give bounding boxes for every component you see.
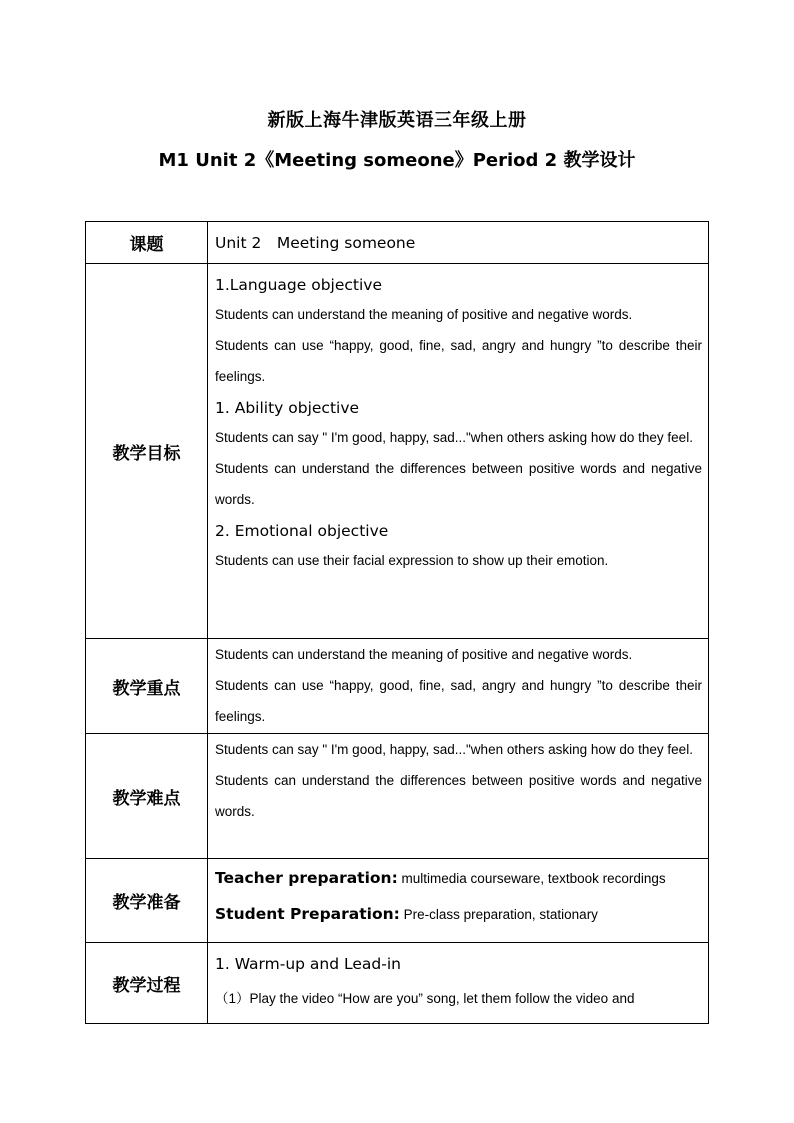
ability-objective-line: Students can understand the differences between positive words and negative words. [215,461,702,507]
key-points-cell [208,639,709,734]
topic-label: 课题 [86,222,208,264]
language-objective-line: Students can understand the meaning of positive and negative words. [215,307,633,322]
preparation-cell [208,859,709,943]
student-preparation-label: Student Preparation: [215,905,400,923]
table-row-difficulties [86,734,709,859]
difficulties-cell [208,734,709,859]
difficulties-label: 教学难点 [86,734,208,859]
document-subtitle: M1 Unit 2《Meeting someone》Period 2 教学设计 [158,150,636,171]
teacher-preparation-value: multimedia courseware, textbook recordings [397,871,666,886]
table-row-process [86,943,709,1024]
key-points-label: 教学重点 [86,639,208,734]
table-row-objectives [86,264,709,639]
process-label: 教学过程 [86,943,208,1024]
language-objective-line: Students can use “happy, good, fine, sad, angry and hungry ”to describe their feelings. [215,338,702,384]
table-row-key-points [86,639,709,734]
emotional-objective-line: Students can use their facial expression to show up their emotion. [215,553,609,568]
ability-objective-heading: 1. Ability objective [215,399,360,417]
process-line: （1）Play the video “How are you” song, let them follow the video and [215,991,635,1006]
process-cell [208,943,709,1024]
lesson-plan-table [85,221,709,1024]
difficulty-line: Students can say " I'm good, happy, sad..."when others asking how do they feel. [215,742,693,757]
teacher-preparation [215,869,702,887]
topic-cell [208,222,709,264]
topic-value: Unit 2 Meeting someone [215,233,416,252]
teacher-preparation-label: Teacher preparation: [215,869,398,887]
objectives-label: 教学目标 [86,264,208,639]
table-row-preparation [86,859,709,943]
document-title: 新版上海牛津版英语三年级上册 [267,110,527,131]
emotional-objective-heading: 2. Emotional objective [215,522,389,540]
table-row-topic [86,222,709,264]
ability-objective-line: Students can say " I'm good, happy, sad..."when others asking how do they feel. [215,430,693,445]
preparation-label: 教学准备 [86,859,208,943]
key-point-line: Students can understand the meaning of positive and negative words. [215,647,633,662]
student-preparation [215,905,702,923]
difficulty-line: Students can understand the differences between positive words and negative words. [215,773,702,819]
process-heading: 1. Warm-up and Lead-in [215,955,401,973]
language-objective-heading: 1.Language objective [215,276,382,294]
objectives-cell [208,264,709,639]
key-point-line: Students can use “happy, good, fine, sad, angry and hungry ”to describe their feelings. [215,678,702,724]
student-preparation-value: Pre-class preparation, stationary [399,907,598,922]
